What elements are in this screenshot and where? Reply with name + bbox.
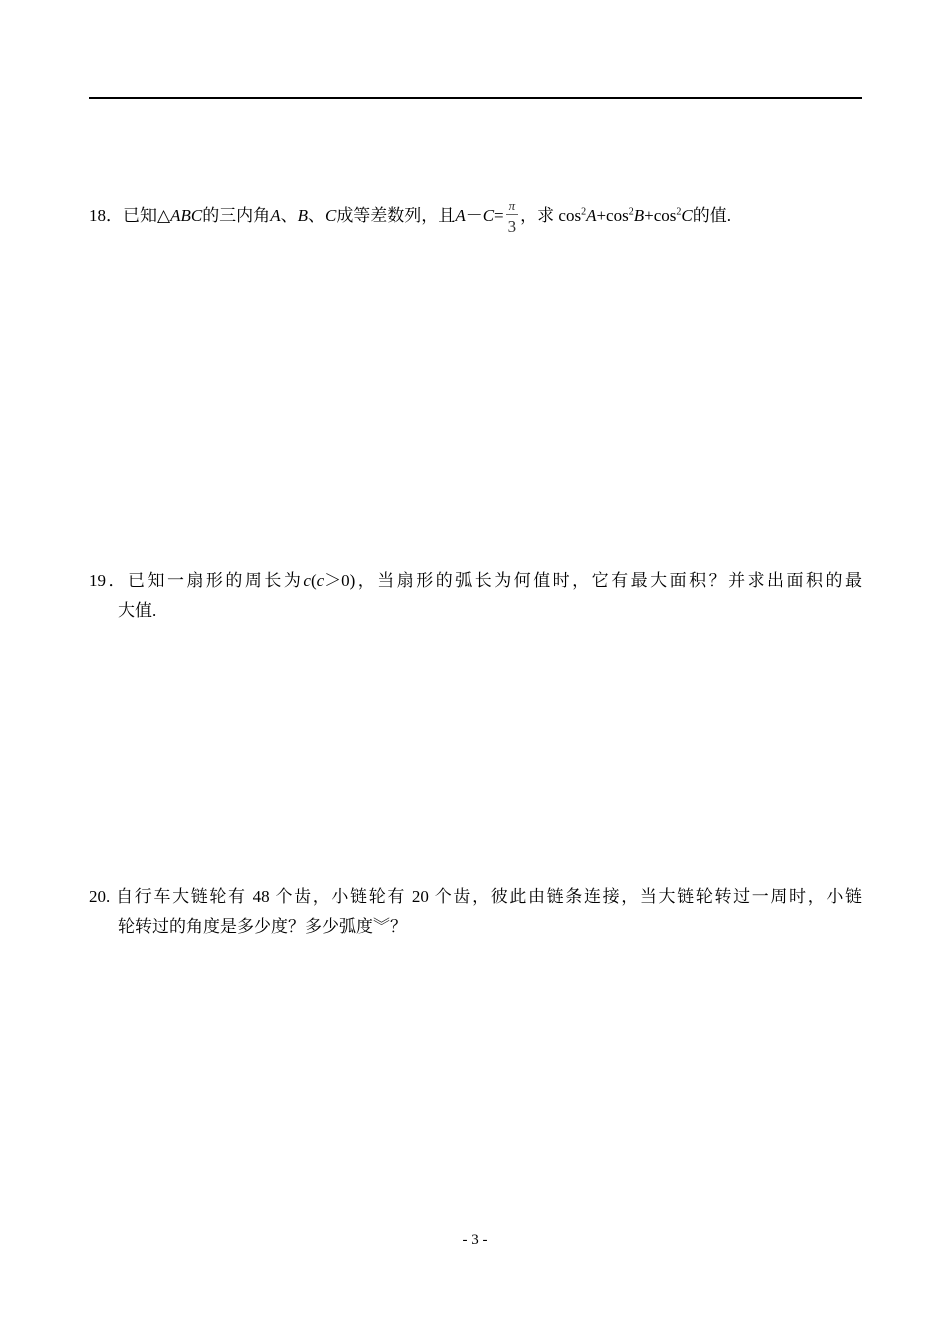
text: 的三内角 — [202, 205, 271, 225]
text: 成等差数列，且 — [336, 205, 456, 225]
page-number: - 3 - — [462, 1232, 488, 1248]
math-var: ABC — [170, 205, 203, 225]
question-number: 18． — [89, 205, 123, 225]
text: +cos — [644, 205, 677, 225]
text: ( — [310, 571, 317, 590]
text: 、 — [280, 205, 298, 225]
text: 轮转过的角度是多少度？多少弧度 — [118, 917, 373, 936]
math-var: B — [633, 205, 645, 225]
fraction-denominator: 3 — [507, 217, 517, 236]
text: ＞0)，当扇形的弧长为何值时，它有最大面积？并求出面积的最 — [324, 571, 863, 590]
question-number: 19． — [89, 571, 128, 590]
question-18 — [89, 199, 862, 235]
text: ？ — [390, 917, 407, 936]
question-19-line-1 — [89, 566, 862, 596]
math-var: C — [482, 205, 495, 225]
question-19-line-2: 大值. — [118, 601, 157, 620]
text: ，求 cos — [520, 205, 582, 225]
text: 的值. — [692, 205, 731, 225]
fraction-pi-over-3 — [506, 199, 519, 235]
text: 已知一扇形的周长为 — [127, 571, 304, 590]
superscript: 2 — [581, 206, 587, 218]
question-20-line-1: 20. 自行车大链轮有 48 个齿，小链轮有 20 个齿，彼此由链条连接，当大链轮转过一周时，小链 — [89, 887, 862, 906]
math-var: C — [324, 205, 337, 225]
math-var: c — [303, 571, 311, 590]
math-var: A — [270, 205, 281, 225]
text: +cos — [596, 205, 629, 225]
text: 、 — [307, 205, 325, 225]
text: = — [494, 205, 504, 225]
stray-glyph: ︾ — [373, 917, 390, 936]
superscript: 2 — [628, 206, 634, 218]
question-19 — [89, 566, 862, 626]
math-var: c — [316, 571, 325, 590]
math-var: A — [586, 205, 597, 225]
math-var: B — [297, 205, 308, 225]
text: 已知△ — [123, 205, 171, 225]
fraction-numerator: π — [506, 199, 519, 215]
superscript: 2 — [676, 206, 682, 218]
header-rule — [89, 97, 862, 99]
text: － — [465, 205, 483, 225]
question-20-line-2 — [89, 912, 862, 942]
math-var: C — [681, 205, 693, 225]
question-20 — [89, 882, 862, 942]
math-var: A — [455, 205, 466, 225]
